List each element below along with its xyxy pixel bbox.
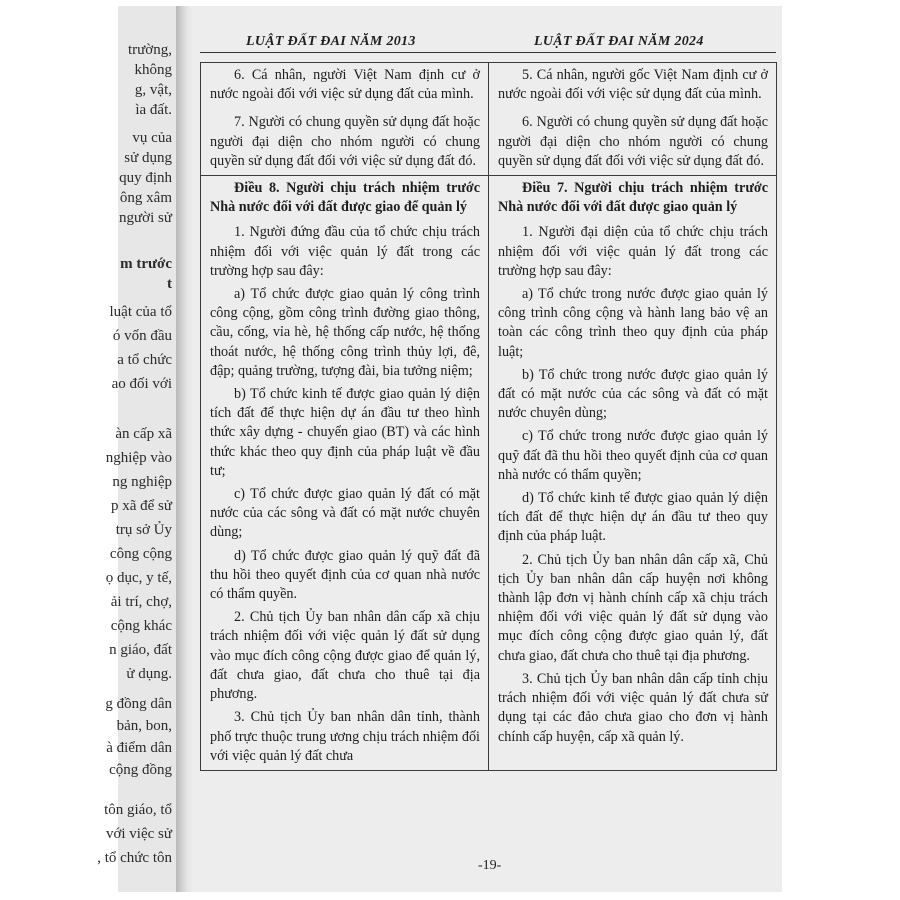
paragraph: 1. Người đứng đầu của tổ chức chịu trách nhiệm đối với việc quản lý đất trong các trường hợp sau đây: (210, 224, 480, 279)
paragraph: 3. Chủ tịch Ủy ban nhân dân tỉnh, thành phố trực thuộc trung ương chịu trách nhiệm đối với việc quản lý đất chưa (210, 709, 480, 764)
table-cell-2013 (201, 176, 489, 771)
prev-text-line: tôn giáo, tổ (104, 802, 172, 818)
paragraph: d) Tổ chức được giao quản lý quỹ đất đã thu hồi theo quyết định của cơ quan nhà nước có thẩm quyền. (210, 547, 480, 603)
left-margin (0, 0, 118, 900)
table-row (201, 63, 777, 176)
header-rule (200, 52, 776, 53)
paragraph: 5. Cá nhân, người gốc Việt Nam định cư ở nước ngoài đối với việc sử dụng đất của mình. (498, 67, 768, 103)
article-title: Điều 7. Người chịu trách nhiệm trước Nhà nước đối với đất được giao quản lý (498, 180, 768, 216)
paragraph: 2. Chủ tịch Ủy ban nhân dân cấp xã chịu trách nhiệm đối với việc quản lý đất sử dụng vào mục đích công cộng được giao để quản lý, đất chưa giao, đất chưa cho thuê tại địa phương. (210, 609, 480, 703)
right-margin (782, 0, 900, 900)
prev-text-line: g đồng dân (105, 696, 172, 712)
page-number: -19- (478, 858, 502, 873)
paragraph: 2. Chủ tịch Ủy ban nhân dân cấp xã, Chủ tịch Ủy ban nhân dân cấp huyện nơi không thành lập đơn vị hành chính cấp xã chịu trách nhiệm đối với việc quản lý đất sử dụng vào mục đích công cộng được giao quản lý, đất chưa giao, đất chưa cho thuê tại địa phương. (498, 551, 768, 664)
prev-text-line: ọ dục, y tế, (105, 570, 172, 586)
paragraph: 6. Cá nhân, người Việt Nam định cư ở nước ngoài đối với việc sử dụng đất của mình. (210, 67, 480, 103)
prev-text-line: trường, (128, 42, 172, 58)
paragraph: c) Tổ chức được giao quản lý đất có mặt nước của các sông và đất có mặt nước chuyên dùng; (210, 486, 480, 541)
prev-text-line: cộng đồng (109, 762, 172, 778)
paragraph: 6. Người có chung quyền sử dụng đất hoặc người đại diện cho nhóm người có chung quyền sử dụng đất đối với việc sử dụng đất đó. (498, 114, 768, 169)
prev-text-line: g, vật, (134, 82, 172, 98)
prev-text-line: trụ sở Ủy (115, 522, 172, 538)
prev-text-line: vụ của (132, 130, 172, 146)
prev-text-line: , tổ chức tôn (97, 850, 172, 866)
prev-text-line: ông xâm (119, 190, 172, 206)
prev-text-line: cộng khác (110, 618, 172, 634)
paragraph: 3. Chủ tịch Ủy ban nhân dân cấp tỉnh chịu trách nhiệm đối với việc quản lý đất chưa sử dụng tại các đảo chưa giao cho đơn vị hành chính cấp huyện, cấp xã quản lý. (498, 670, 768, 745)
prev-text-line: ìa đất. (135, 102, 172, 118)
table-row (201, 176, 777, 771)
prev-text-line: ng nghiệp (112, 474, 172, 490)
paragraph: a) Tổ chức được giao quản lý công trình công cộng, gồm công trình đường giao thông, cầu, cống, vỉa hè, hệ thống cấp nước, hệ thống thoát nước, hệ thống công trình thủy lợi, đê, đập; quảng trường, tượng đài, bia tưởng niệm; (210, 286, 480, 379)
prev-text-line: t (167, 276, 172, 292)
prev-text-line: a tổ chức (117, 352, 172, 368)
prev-text-line: ó vốn đầu (112, 328, 172, 344)
prev-text-line: n giáo, đất (109, 642, 172, 658)
paragraph: 7. Người có chung quyền sử dụng đất hoặc người đại diện cho nhóm người có chung quyền sử dụng đất đối với việc sử dụng đất đó. (210, 114, 480, 169)
table-cell-2024 (489, 63, 777, 176)
book-gutter (176, 6, 194, 892)
paragraph: 1. Người đại diện của tổ chức chịu trách nhiệm đối với việc quản lý đất trong các trường hợp sau đây: (498, 224, 768, 279)
paragraph: a) Tổ chức trong nước được giao quản lý công trình công cộng và hành lang bảo vệ an toàn các công trình theo quy định của pháp luật; (498, 286, 768, 360)
table-cell-2024 (489, 176, 777, 771)
paragraph: d) Tổ chức kinh tế được giao quản lý diện tích đất để thực hiện dự án đầu tư theo quy định của pháp luật. (498, 490, 768, 545)
prev-text-line: ải trí, chợ, (110, 594, 172, 610)
header-left-title: LUẬT ĐẤT ĐAI NĂM 2013 (246, 34, 416, 49)
prev-text-line: người sử (119, 210, 172, 226)
prev-text-line: với việc sử (105, 826, 172, 842)
prev-text-line: quy định (119, 170, 172, 186)
paragraph: b) Tổ chức trong nước được giao quản lý đất có mặt nước của các sông và đất có mặt nước chuyên dùng; (498, 366, 768, 422)
article-title: Điều 8. Người chịu trách nhiệm trước Nhà nước đối với đất được giao để quản lý (210, 180, 480, 216)
prev-text-line: m trước (120, 256, 172, 272)
prev-text-line: bản, bon, (116, 718, 172, 734)
table-cell-2013 (201, 63, 489, 176)
paragraph: b) Tổ chức kinh tế được giao quản lý diện tích đất để thực hiện dự án đầu tư theo hình thức xây dựng - chuyển giao (BT) và các hình thức khác theo quy định của pháp luật về đầu tư; (210, 386, 480, 479)
prev-text-line: ao đối với (111, 376, 172, 392)
prev-text-line: sử dụng (124, 150, 172, 166)
prev-text-line: p xã để sử (110, 498, 172, 514)
prev-text-line: công cộng (109, 546, 172, 562)
paragraph: c) Tổ chức trong nước được giao quản lý quỹ đất đã thu hồi theo quyết định của cơ quan nhà nước có thẩm quyền; (498, 428, 768, 483)
prev-text-line: luật của tổ (109, 304, 172, 320)
comparison-table (200, 62, 777, 771)
previous-page-fragment (97, 6, 176, 892)
prev-text-line: ử dụng. (126, 666, 172, 682)
prev-text-line: à điểm dân (106, 740, 172, 756)
prev-text-line: không (134, 62, 172, 78)
prev-text-line: àn cấp xã (115, 426, 172, 442)
header-right-title: LUẬT ĐẤT ĐAI NĂM 2024 (534, 34, 704, 49)
prev-text-line: nghiệp vào (105, 450, 172, 466)
